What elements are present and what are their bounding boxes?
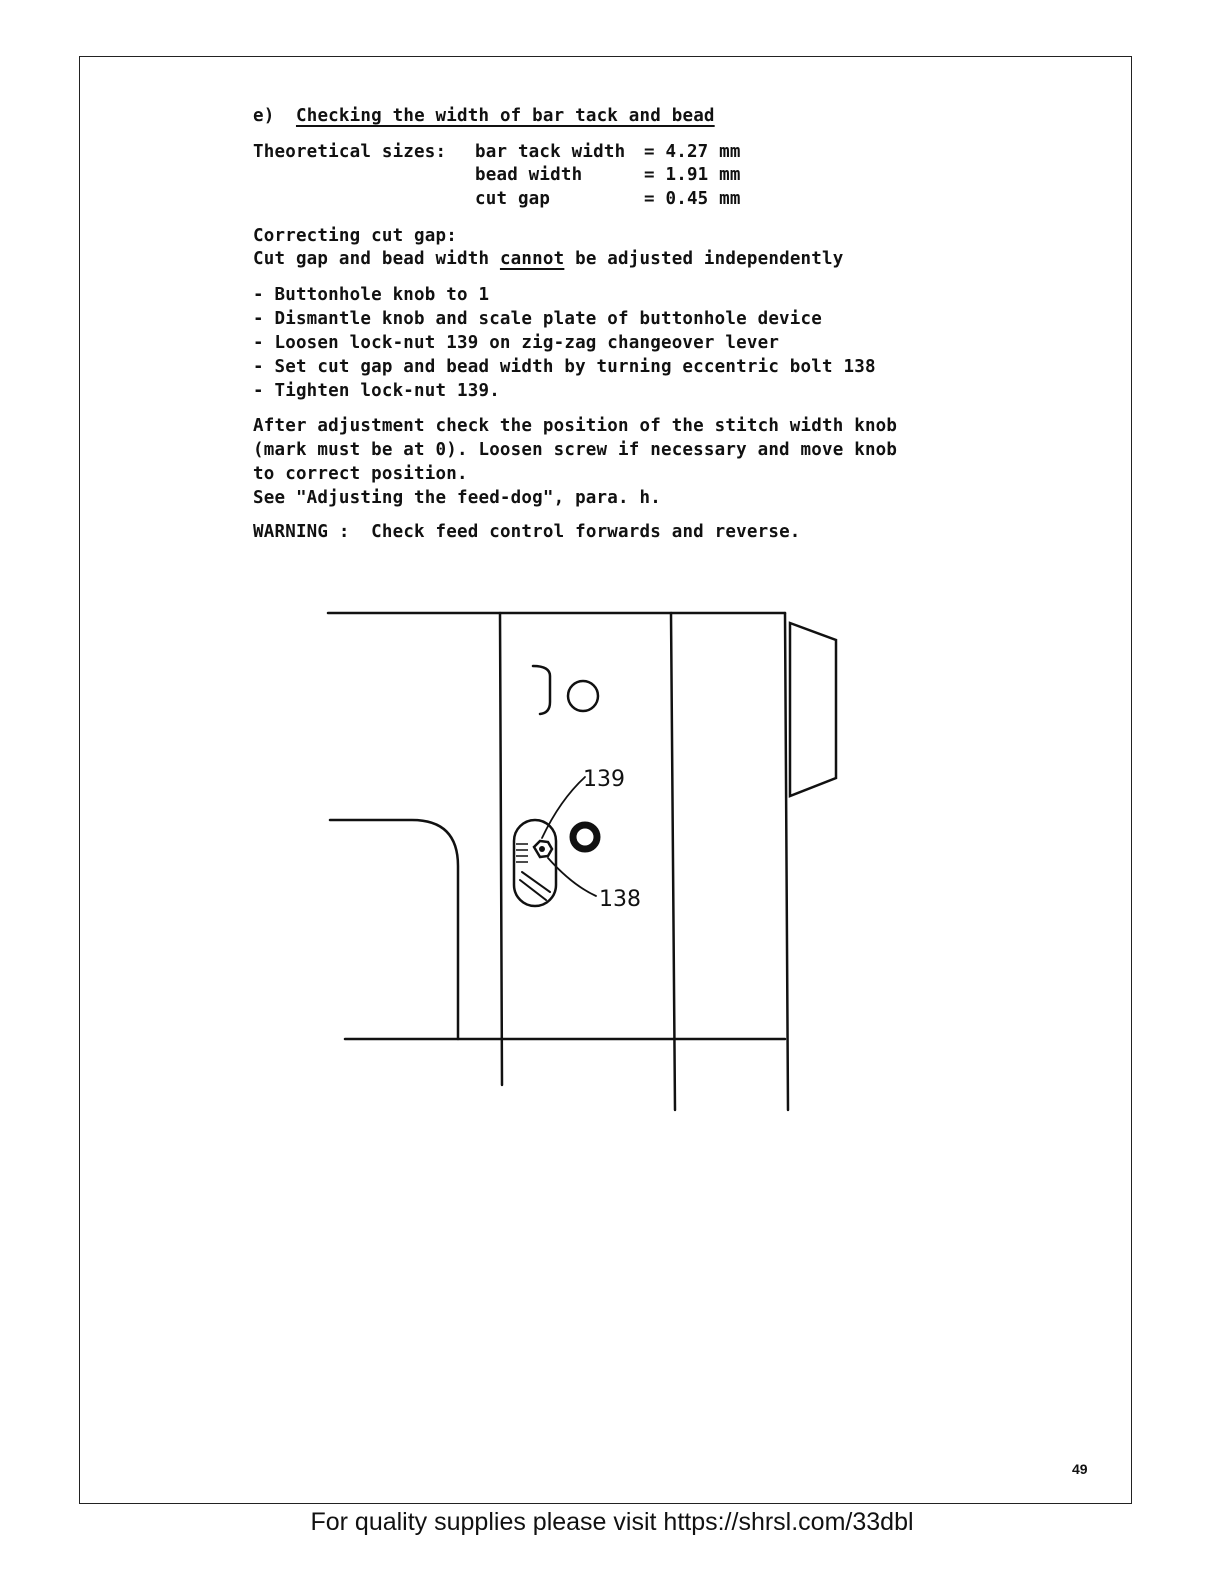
page-number: 49: [1072, 1461, 1088, 1477]
step-item: - Set cut gap and bead width by turning eccentric bolt 138: [253, 357, 876, 377]
sizes-label: Theoretical sizes:: [253, 142, 447, 162]
after-line: (mark must be at 0). Loosen screw if necessary and move knob: [253, 440, 898, 460]
size-row-name: bead width: [475, 165, 583, 185]
side-plate: [790, 623, 836, 796]
size-row-value: = 0.45 mm: [644, 189, 741, 209]
bracket-mark: [533, 666, 550, 714]
panel-left-edge: [500, 613, 502, 1085]
size-row-value: = 4.27 mm: [644, 142, 741, 162]
footer-note: For quality supplies please visit https://shrsl.com/33dbl: [310, 1508, 914, 1536]
size-row-name: cut gap: [475, 189, 551, 209]
screw-ring: [573, 825, 597, 849]
casing-right-edge: [785, 613, 788, 1110]
size-row-value: = 1.91 mm: [644, 165, 741, 185]
callout-139: 139: [583, 767, 625, 792]
indicator-circle: [568, 681, 598, 711]
correcting-line-pre: Cut gap and bead width: [253, 249, 500, 269]
machine-diagram: [320, 600, 860, 1120]
eccentric-bolt: [522, 872, 550, 892]
warning-text: Check feed control forwards and reverse.: [371, 522, 801, 542]
after-line: See "Adjusting the feed-dog", para. h.: [253, 488, 661, 508]
size-row-name: bar tack width: [475, 142, 626, 162]
step-item: - Tighten lock-nut 139.: [253, 381, 500, 401]
correcting-line: [253, 247, 844, 271]
step-item: - Buttonhole knob to 1: [253, 285, 490, 305]
after-line: After adjustment check the position of the stitch width knob: [253, 416, 898, 436]
warning-label: WARNING :: [253, 522, 350, 542]
step-item: - Dismantle knob and scale plate of buttonhole device: [253, 309, 823, 329]
step-item: - Loosen lock-nut 139 on zig-zag changeover lever: [253, 333, 780, 353]
section-letter: e): [253, 106, 275, 126]
adjust-slot: [514, 820, 556, 906]
lock-nut-center: [539, 846, 545, 852]
warning: [253, 520, 801, 544]
correcting-line-emphasis: cannot: [499, 249, 565, 269]
correcting-line-post: be adjusted independently: [564, 249, 844, 269]
callout-138: 138: [599, 887, 641, 912]
lever-hatching: [516, 844, 528, 862]
after-line: to correct position.: [253, 464, 468, 484]
panel-right-edge: [671, 613, 675, 1110]
section-title: Checking the width of bar tack and bead: [295, 106, 715, 126]
arm-curve: [330, 820, 458, 1039]
section-heading: [253, 104, 715, 128]
correcting-heading: Correcting cut gap:: [253, 226, 457, 246]
